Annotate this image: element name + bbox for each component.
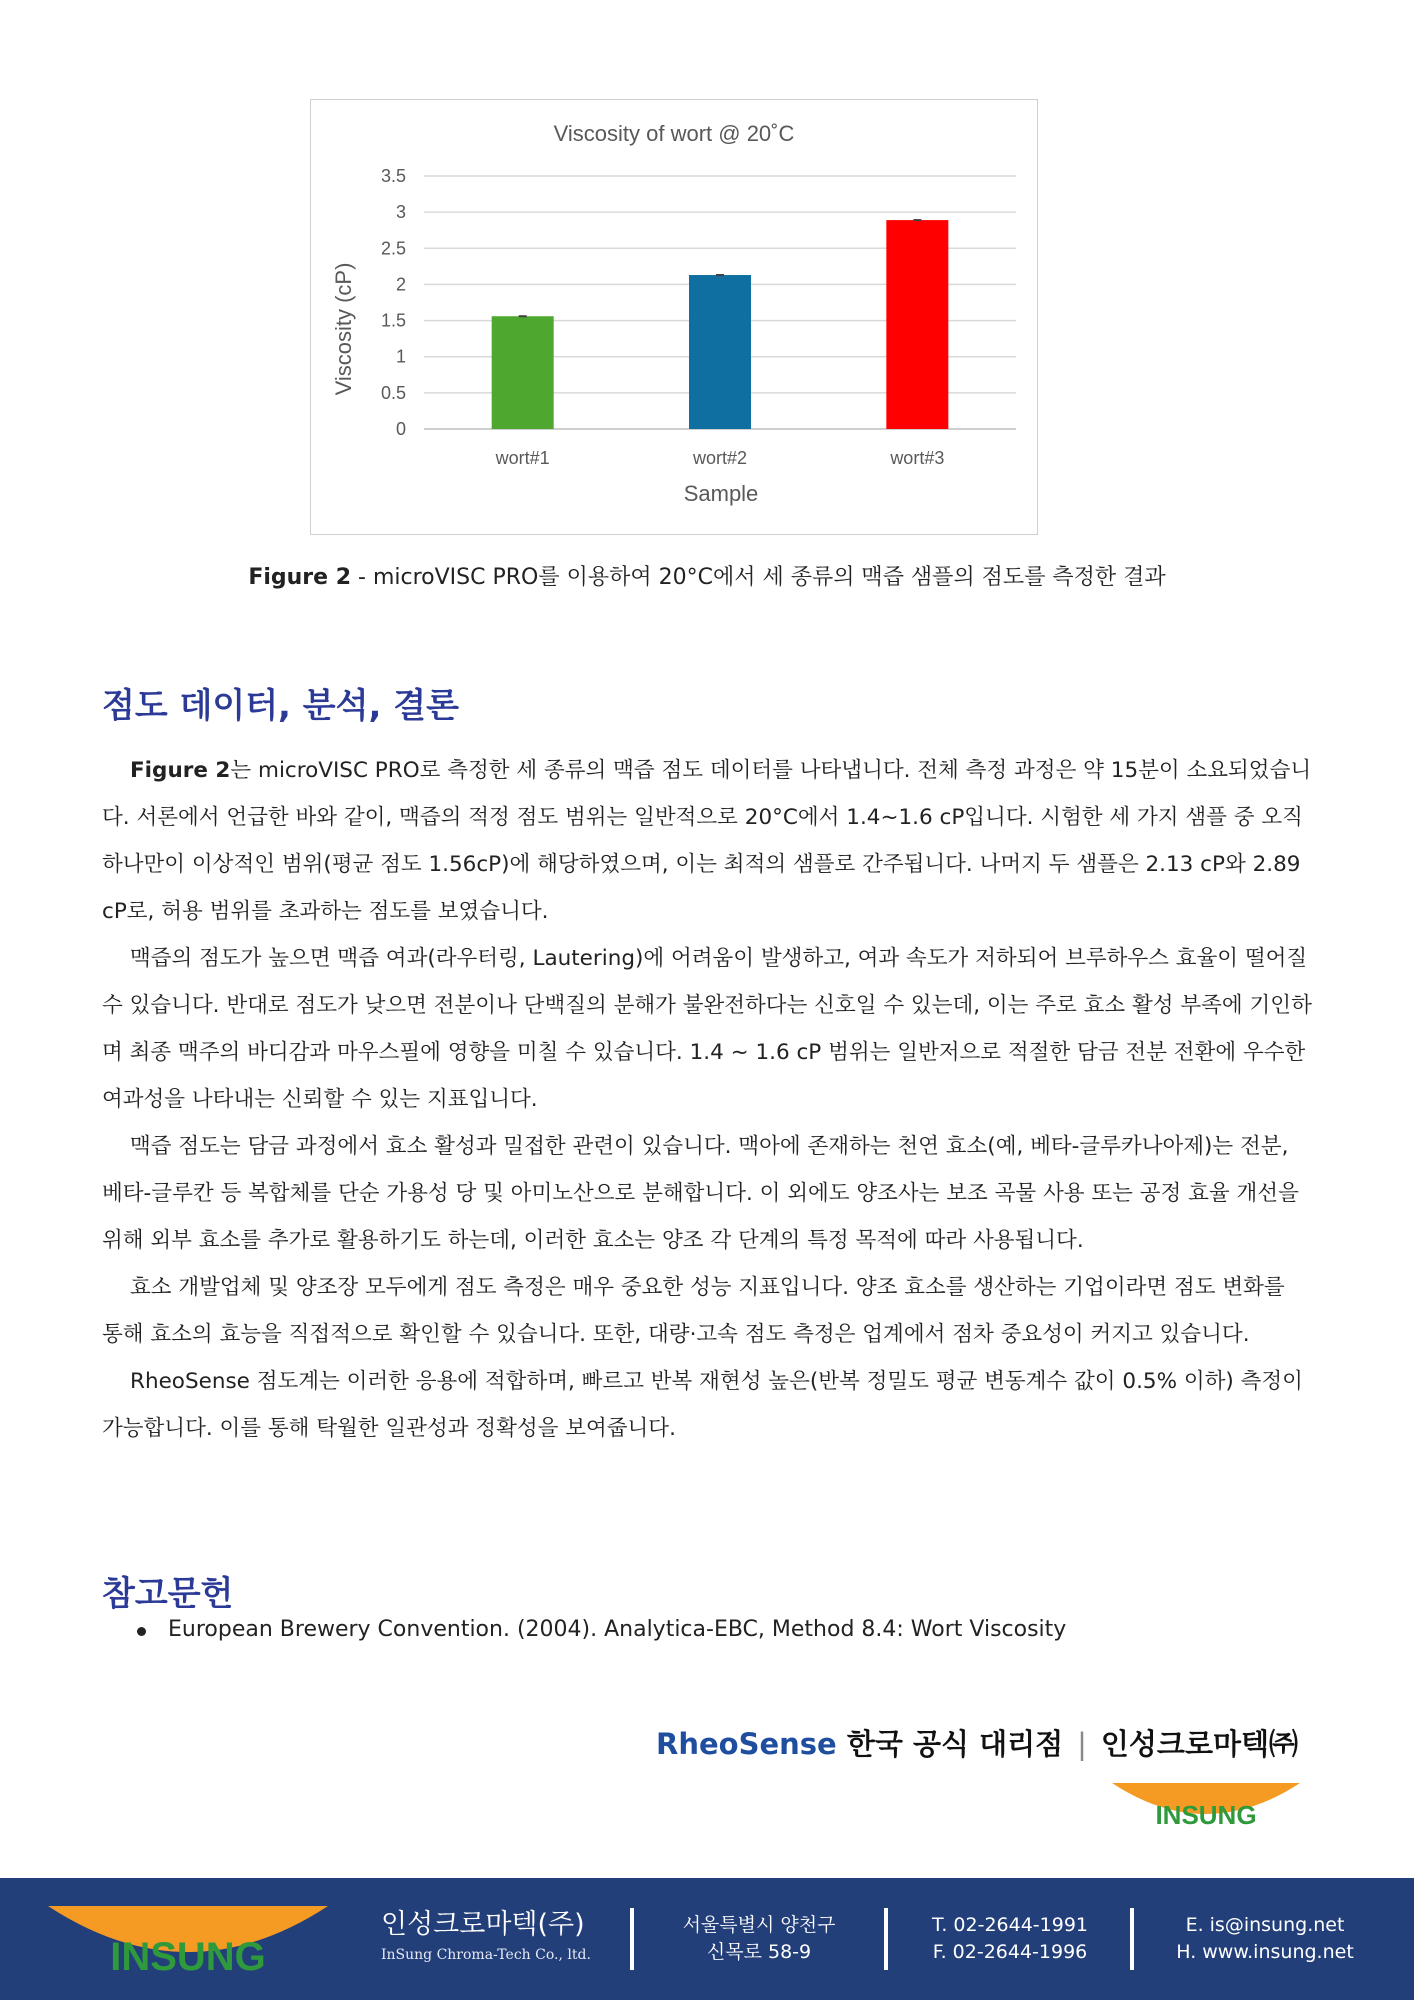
paragraph-1-text: 는 microVISC PRO로 측정한 세 종류의 맥즙 점도 데이터를 나타냅니다. 전체 측정 과정은 약 15분이 소요되었습니다. 서론에서 언급한 바와 같이, 맥즙의 적정 점도 범위는 일반적으로 20°C에서 1.4~1.6 cP입니다. 시험한 세 가지 샘플 중 오직 하나만이 이상적인 범위(평균 점도 1.56cP)에 해당하였으며, 이는 최적의 샘플로 간주됩니다. 나머지 두 샘플은 2.13 cP와 2.89 cP로, 허용 범위를 초과하는 점도를 보였습니다. <box>102 758 1312 924</box>
bar-wort#2 <box>689 275 751 429</box>
insung-footer-logo-icon <box>48 1906 328 1976</box>
x-axis-label: Sample <box>683 481 759 506</box>
paragraph-2: 맥즙의 점도가 높으면 맥즙 여과(라우터링, Lautering)에 어려움이 발생하고, 여과 속도가 저하되어 브루하우스 효율이 떨어질 수 있습니다. 반대로 점도가 낮으면 전분이나 단백질의 분해가 불완전하다는 신호일 수 있는데, 이는 주로 효소 활성 부족에 기인하며 최종 맥주의 바디감과 마우스필에 영향을 미칠 수 있습니다. 1.4 ~ 1.6 cP 범위는 일반저으로 적절한 담금 전분 전환에 우수한 여과성을 나타내는 신뢰할 수 있는 지표입니다. <box>102 946 1312 1112</box>
figure-caption <box>0 560 1414 591</box>
fax-number: F. 02-2644-1996 <box>932 1941 1088 1963</box>
footer-divider <box>630 1908 634 1970</box>
reference-list <box>102 1617 1066 1642</box>
address-line-1: 서울특별시 양천구 <box>682 1914 836 1936</box>
footer-address <box>668 1912 850 1966</box>
footer-band <box>0 1878 1414 2000</box>
y-tick-label: 0.5 <box>380 382 406 403</box>
footer-divider <box>884 1908 888 1970</box>
y-tick-label: 2 <box>395 274 406 295</box>
figure-label: Figure 2 <box>248 565 352 590</box>
agency-text: 한국 공식 대리점 <box>836 1727 1064 1761</box>
chart-title: Viscosity of wort @ 20˚C <box>553 121 795 146</box>
company-name-en: InSung Chroma-Tech Co., ltd. <box>381 1947 591 1963</box>
figure-caption-text: - microVISC PRO를 이용하여 20°C에서 세 종류의 맥즙 샘플의 점도를 측정한 결과 <box>351 565 1166 590</box>
tel-number: T. 02-2644-1991 <box>931 1914 1089 1936</box>
footer-contact <box>1160 1912 1370 1966</box>
official-agency-line <box>656 1722 1298 1763</box>
footer-divider <box>1130 1908 1134 1970</box>
x-tick-label: wort#2 <box>692 448 748 468</box>
bar-wort#3 <box>886 220 948 429</box>
body-text <box>102 747 1312 1452</box>
figure-reference: Figure 2 <box>130 758 231 783</box>
bullet-icon <box>137 1627 146 1636</box>
footer-company <box>381 1902 591 1963</box>
brand-name: RheoSense <box>656 1727 837 1761</box>
viscosity-bar-chart <box>311 100 1037 534</box>
agency-company: 인성크로마텍㈜ <box>1100 1727 1298 1761</box>
homepage-link[interactable]: H. www.insung.net <box>1176 1941 1354 1963</box>
paragraph-5: RheoSense 점도계는 이러한 응용에 적합하며, 빠르고 반복 재현성 높은(반복 정밀도 평균 변동계수 값이 0.5% 이하) 측정이 가능합니다. 이를 통해 탁월한 일관성과 정확성을 보여줍니다. <box>102 1369 1303 1441</box>
insung-logo-icon <box>1112 1780 1300 1830</box>
y-axis-label: Viscosity (cP) <box>331 262 356 396</box>
section-heading-data-analysis: 점도 데이터, 분석, 결론 <box>102 686 459 726</box>
y-tick-label: 3 <box>395 202 406 223</box>
y-tick-label: 1 <box>395 346 406 367</box>
company-name-ko: 인성크로마텍(주) <box>381 1909 585 1940</box>
footer-phone <box>915 1912 1105 1966</box>
address-line-2: 신목로 58-9 <box>706 1941 812 1963</box>
y-tick-label: 3.5 <box>380 166 406 186</box>
y-tick-label: 2.5 <box>380 238 406 259</box>
separator: | <box>1077 1727 1087 1761</box>
bar-wort#1 <box>492 316 554 429</box>
email-link[interactable]: E. is@insung.net <box>1185 1914 1345 1936</box>
paragraph-1 <box>102 747 1312 935</box>
section-heading-references: 참고문헌 <box>102 1574 234 1614</box>
logo-wordmark: INSUNG <box>1155 1800 1257 1830</box>
reference-item <box>102 1617 1066 1642</box>
x-tick-label: wort#3 <box>890 448 945 468</box>
paragraph-3: 맥즙 점도는 담금 과정에서 효소 활성과 밀접한 관련이 있습니다. 맥아에 존재하는 천연 효소(예, 베타-글루카나아제)는 전분, 베타-글루칸 등 복합체를 단순 가용성 당 및 아미노산으로 분해합니다. 이 외에도 양조사는 보조 곡물 사용 또는 공정 효율 개선을 위해 외부 효소를 추가로 활용하기도 하는데, 이러한 효소는 양조 각 단계의 특정 목적에 따라 사용됩니다. <box>102 1134 1299 1253</box>
reference-text: European Brewery Convention. (2004). Analytica-EBC, Method 8.4: Wort Viscosity <box>168 1617 1067 1642</box>
x-tick-label: wort#1 <box>495 448 550 468</box>
paragraph-4: 효소 개발업체 및 양조장 모두에게 점도 측정은 매우 중요한 성능 지표입니다. 양조 효소를 생산하는 기업이라면 점도 변화를 통해 효소의 효능을 직접적으로 확인할 수 있습니다. 또한, 대량·고속 점도 측정은 업계에서 점차 중요성이 커지고 있습니다. <box>102 1275 1285 1347</box>
y-tick-label: 0 <box>395 419 406 439</box>
footer-logo-wordmark: INSUNG <box>110 1935 266 1976</box>
y-tick-label: 1.5 <box>380 310 406 331</box>
chart-container <box>310 99 1038 535</box>
